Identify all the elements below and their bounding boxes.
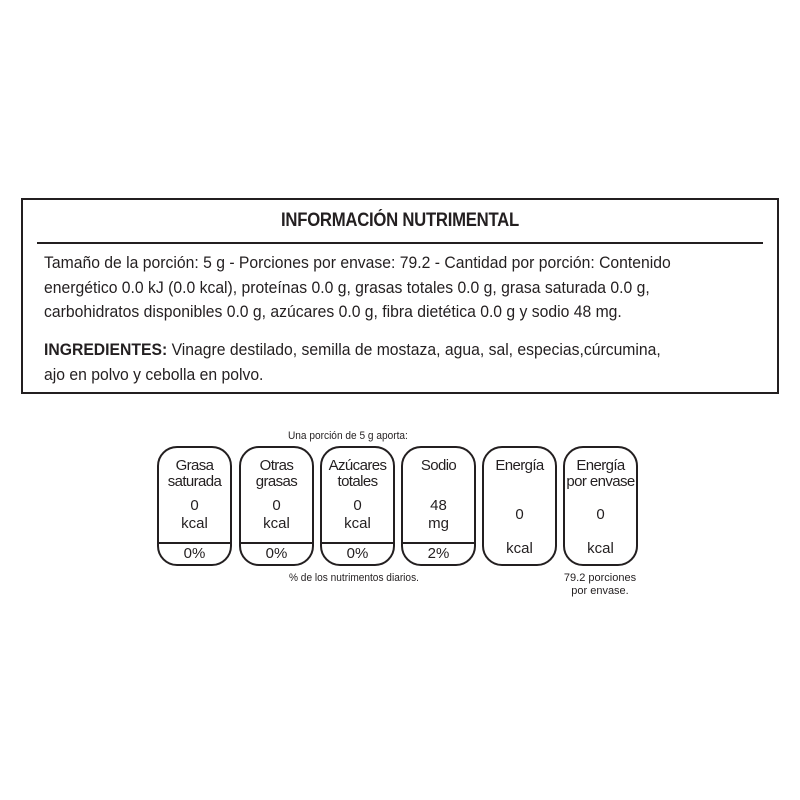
gda-unit: kcal: [181, 515, 208, 532]
gda-name-line: por envase: [566, 473, 635, 490]
gda-unit: kcal: [506, 540, 533, 557]
portions-line: por envase.: [571, 585, 629, 597]
gda-name-line: grasas: [255, 473, 298, 490]
gda-value: [241, 497, 312, 533]
gda-percent: 2%: [427, 545, 450, 562]
gda-amount: 0: [272, 497, 281, 514]
gda-percent: 0%: [265, 545, 288, 562]
gda-divider: [159, 542, 230, 544]
gda-amount: 0: [596, 506, 605, 523]
gda-name-line: Energía: [495, 457, 544, 474]
gda-name-line: Grasa: [175, 457, 214, 474]
gda-amount: 0: [353, 497, 362, 514]
gda-icon-other-fats: [239, 446, 314, 566]
gda-name: [565, 458, 636, 490]
gda-footnote: % de los nutrimentos diarios.: [289, 572, 419, 584]
gda-caption: Una porción de 5 g aporta:: [288, 430, 408, 442]
gda-unit: kcal: [587, 540, 614, 557]
gda-name: [484, 458, 555, 474]
ingredients-line-2: ajo en polvo y cebolla en polvo.: [44, 364, 264, 384]
ingredients-line-1: [44, 338, 747, 363]
gda-value: [403, 497, 474, 533]
gda-icon-energy-per-pack: [563, 446, 638, 566]
gda-name-line: saturada: [167, 473, 222, 490]
gda-icon-sodium: [401, 446, 476, 566]
ingredients-list-part-1: Vinagre destilado, semilla de mostaza, agua, sal, especias,cúrcumina,: [167, 340, 661, 359]
gda-icon-total-sugars: [320, 446, 395, 566]
gda-name: [403, 458, 474, 474]
portions-line: 79.2 porciones: [563, 572, 637, 584]
gda-divider: [241, 542, 312, 544]
gda-icon-saturated-fat: [157, 446, 232, 566]
gda-name-line: Sodio: [420, 457, 457, 474]
gda-amount: 0: [190, 497, 199, 514]
gda-value: [159, 497, 230, 533]
gda-amount: 0: [515, 506, 524, 523]
title-divider: [37, 242, 763, 244]
gda-divider: [403, 542, 474, 544]
gda-divider: [322, 542, 393, 544]
gda-portions-note: [557, 572, 643, 598]
gda-icon-energy: [482, 446, 557, 566]
gda-percent: 0%: [346, 545, 369, 562]
nutrition-title: INFORMACIÓN NUTRIMENTAL: [281, 210, 519, 231]
gda-unit: kcal: [344, 515, 371, 532]
ingredients-label: INGREDIENTES:: [44, 340, 168, 359]
facts-line-3: carbohidratos disponibles 0.0 g, azúcares 0.0 g, fibra dietética 0.0 g y sodio 48 mg.: [44, 302, 622, 321]
facts-line-2: energético 0.0 kJ (0.0 kcal), proteínas 0.0 g, grasas totales 0.0 g, grasa saturada 0.0 g,: [44, 277, 650, 297]
gda-name-line: Otras: [259, 457, 294, 474]
gda-value: [322, 497, 393, 533]
gda-name: [241, 458, 312, 490]
gda-amount: 48: [430, 497, 447, 514]
gda-name-line: totales: [337, 473, 378, 490]
gda-name: [159, 458, 230, 490]
gda-name-line: Azúcares: [328, 457, 387, 474]
gda-name-line: Energía: [576, 457, 625, 474]
ingredients-text: [44, 338, 747, 387]
nutrition-facts-text: [44, 251, 747, 325]
gda-unit: mg: [428, 515, 449, 532]
gda-percent: 0%: [183, 545, 206, 562]
gda-unit: kcal: [263, 515, 290, 532]
gda-name: [322, 458, 393, 490]
facts-line-1: Tamaño de la porción: 5 g - Porciones por envase: 79.2 - Cantidad por porción: Contenido: [44, 253, 671, 272]
